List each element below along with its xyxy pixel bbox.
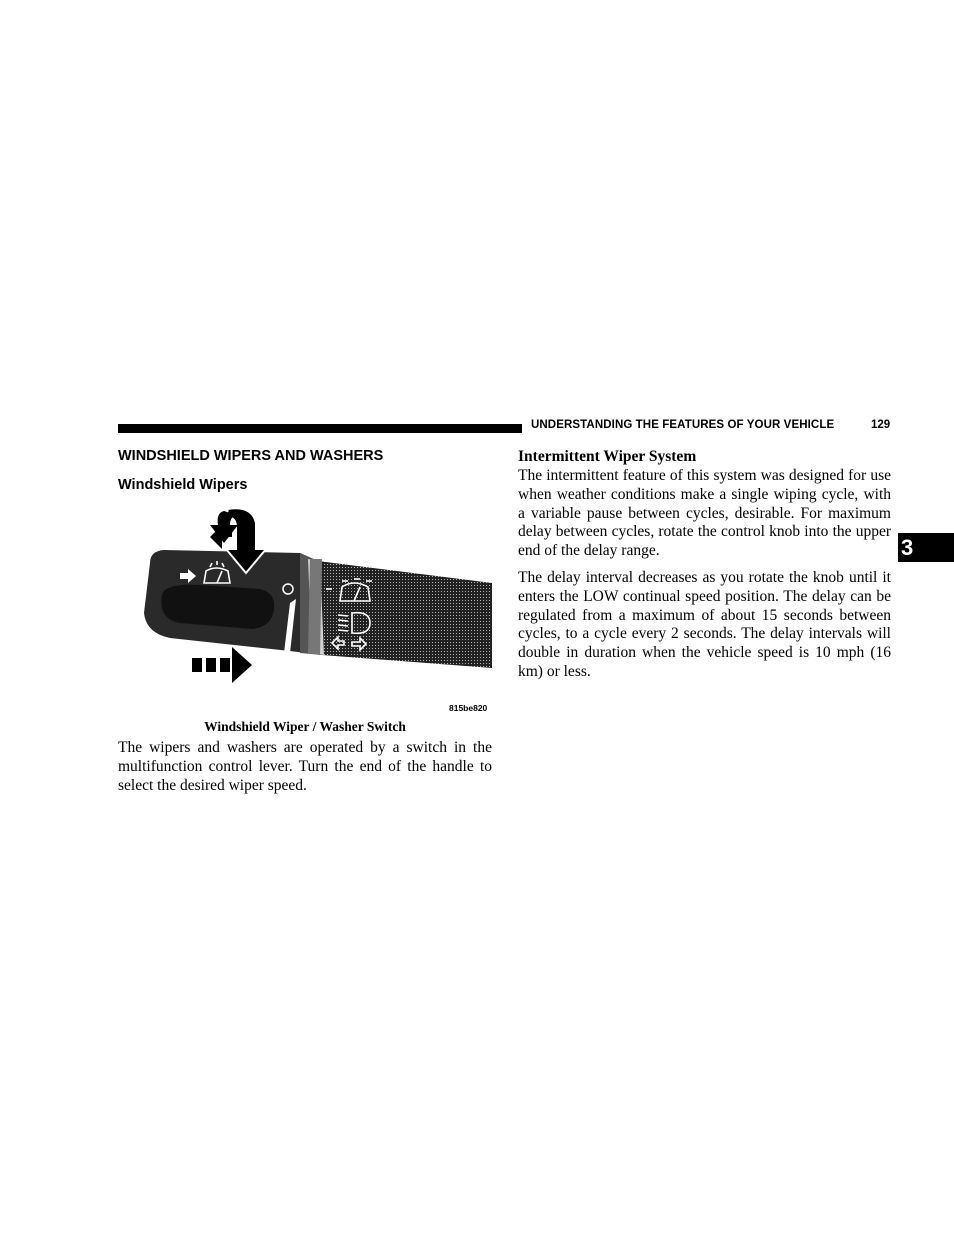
figure-caption: Windshield Wiper / Washer Switch	[204, 719, 406, 734]
intermittent-heading: Intermittent Wiper System	[518, 448, 697, 465]
running-title: UNDERSTANDING THE FEATURES OF YOUR VEHICLE	[531, 419, 835, 431]
body-paragraph-left: The wipers and washers are operated by a switch in the multifunction control lever. Turn the end of the handle to select the desired wiper speed.	[118, 739, 492, 794]
body-paragraph-right-1: The intermittent feature of this system was designed for use when weather conditions make a single wiping cycle, with a variable pause between cycles, desirable. For maximum delay between cycles, rotate the control knob into the upper end of the delay range.	[518, 467, 891, 560]
chapter-tab: 3	[898, 533, 954, 562]
section-title: WINDSHIELD WIPERS AND WASHERS	[118, 448, 384, 464]
wiper-switch-figure	[140, 503, 492, 693]
wiper-switch-illustration	[140, 503, 492, 693]
subsection-title: Windshield Wipers	[118, 477, 248, 493]
pull-arrow-icon	[192, 647, 252, 683]
header-rule	[118, 424, 522, 433]
body-paragraph-right-2: The delay interval decreases as you rotate the knob until it enters the LOW continual speed position. The delay can be regulated from a maximum of about 15 seconds between cycles, to a cycle every 2 seconds. The delay intervals will double in duration when the vehicle speed is 10 mph (16 km) or less.	[518, 569, 891, 680]
lever-body	[144, 550, 492, 668]
figure-code: 815be820	[449, 703, 488, 713]
page-number: 129	[871, 419, 891, 431]
